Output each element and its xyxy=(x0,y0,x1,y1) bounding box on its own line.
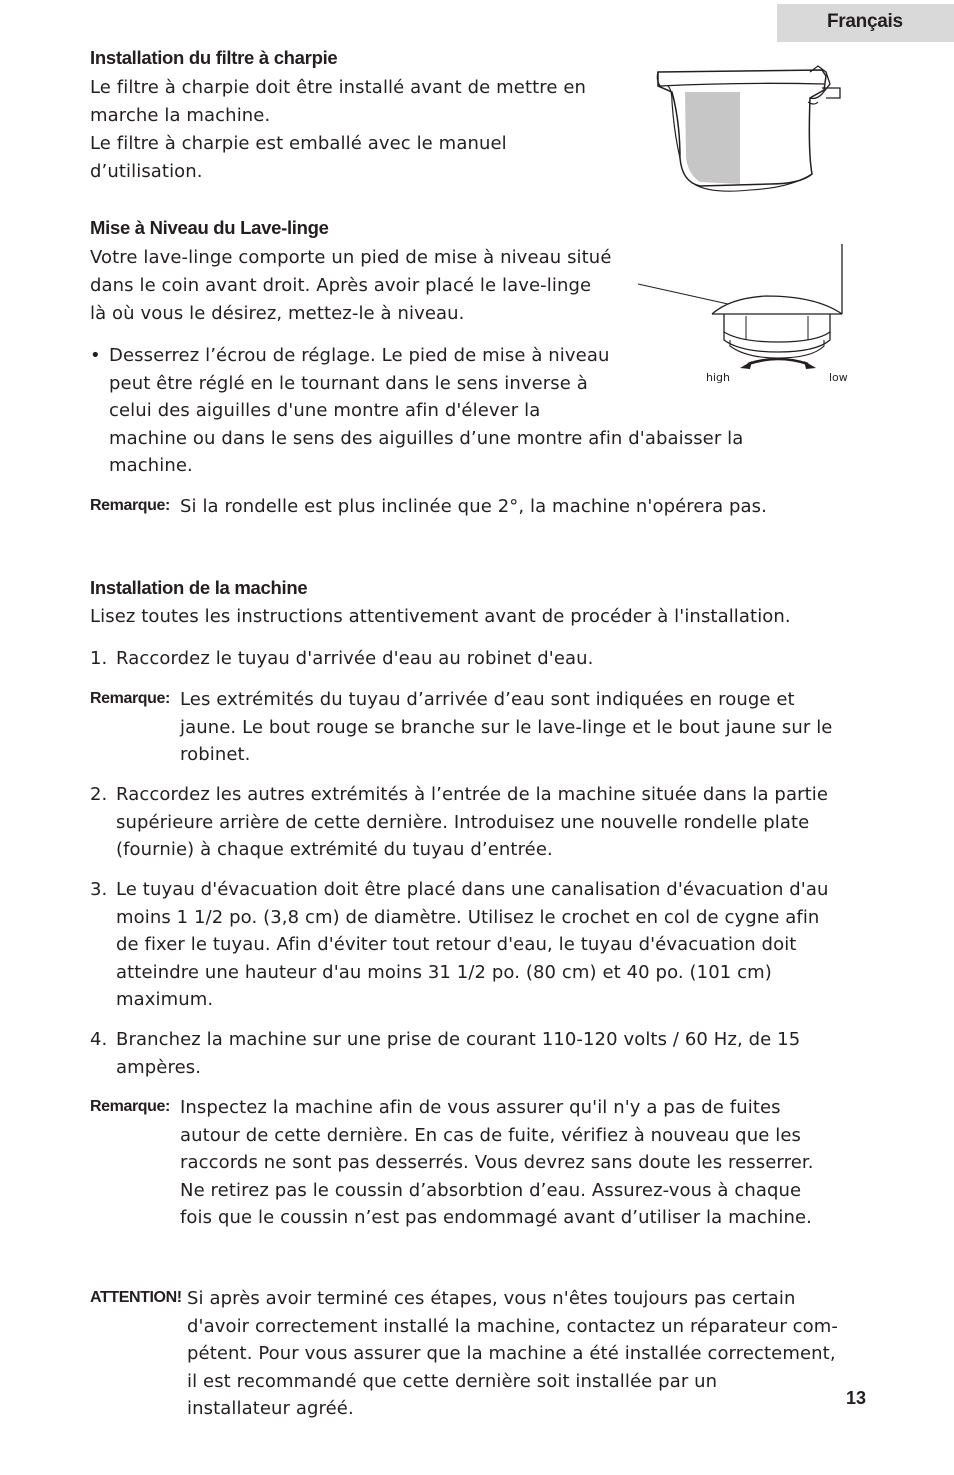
step-1-text xyxy=(116,645,593,673)
text-line: Le filtre à charpie est emballé avec le manuel xyxy=(90,133,507,154)
text-line: marche la machine. xyxy=(90,105,271,126)
text-line: Si après avoir terminé ces étapes, vous n'êtes toujours pas certain xyxy=(187,1288,796,1309)
language-tab xyxy=(777,4,954,42)
text-line: Inspectez la machine afin de vous assurer qu'il n'y a pas de fuites xyxy=(180,1097,781,1118)
text-line: Raccordez le tuyau d'arrivée d'eau au robinet d'eau. xyxy=(116,648,594,669)
text-line: d’utilisation. xyxy=(90,161,203,182)
note-text: Si la rondelle est plus inclinée que 2°, la machine n'opérera pas. xyxy=(180,496,767,517)
text-line: dans le coin avant droit. Après avoir placé le lave-linge xyxy=(90,275,592,296)
text-line: Branchez la machine sur une prise de courant 110-120 volts / 60 Hz, de 15 xyxy=(116,1029,801,1050)
step-number: 3. xyxy=(90,879,108,900)
leveling-foot-illustration xyxy=(636,240,856,390)
text-line: (fournie) à chaque extrémité du tuyau d’entrée. xyxy=(116,839,553,860)
note-label: Remarque: xyxy=(90,497,170,514)
text-line: Votre lave-linge comporte un pied de mise à niveau situé xyxy=(90,247,612,268)
text-line: machine ou dans le sens des aiguilles d’une montre afin d'abaisser la xyxy=(109,427,744,449)
text-line: il est recommandé que cette dernière soit installée par un xyxy=(187,1370,718,1392)
attention-text xyxy=(187,1285,838,1423)
low-label: low xyxy=(829,371,848,384)
step-3-text xyxy=(116,876,829,1014)
text-line: machine. xyxy=(109,455,193,476)
step-number: 2. xyxy=(90,784,108,805)
lint-filter-text xyxy=(90,74,586,186)
text-line: Le filtre à charpie doit être installé avant de mettre en xyxy=(90,77,587,98)
text-line: Le tuyau d'évacuation doit être placé dans une canalisation d'évacuation d'au xyxy=(116,879,829,900)
text-line: installateur agréé. xyxy=(187,1398,354,1419)
text-line: moins 1 1/2 po. (3,8 cm) de diamètre. Utilisez le crochet en col de cygne afin xyxy=(116,906,820,928)
leveling-heading: Mise à Niveau du Lave-linge xyxy=(90,217,329,238)
step-2-text xyxy=(116,781,828,864)
text-line: pétent. Pour vous assurer que la machine a été installée correctement, xyxy=(187,1343,836,1364)
text-line: robinet. xyxy=(180,744,251,765)
bullet-marker: • xyxy=(90,345,101,366)
text-line: celui des aiguilles d'une montre afin d'élever la xyxy=(109,400,541,421)
step-number: 4. xyxy=(90,1029,108,1050)
text-line: Desserrez l’écrou de réglage. Le pied de mise à niveau xyxy=(109,345,610,366)
lint-filter-heading: Installation du filtre à charpie xyxy=(90,47,338,68)
text-line: là où vous le désirez, mettez-le à niveau. xyxy=(90,303,465,324)
text-line: Les extrémités du tuyau d’arrivée d’eau sont indiquées en rouge et xyxy=(180,689,795,710)
note-label: Remarque: xyxy=(90,1098,170,1115)
high-label: high xyxy=(706,371,730,384)
text-line: raccords ne sont pas desserrés. Vous devrez sans doute les resserrer. xyxy=(180,1152,814,1173)
text-line: ampères. xyxy=(116,1056,202,1078)
attention-label: ATTENTION! xyxy=(90,1289,182,1306)
text-line: peut être réglé en le tournant dans le sens inverse à xyxy=(109,372,588,394)
text-line: d'avoir correctement installé la machine, contactez un réparateur com- xyxy=(187,1315,839,1337)
text-line: Ne retirez pas le coussin d’absorbtion d’eau. Assurez-vous à chaque xyxy=(180,1179,802,1201)
language-label: Français xyxy=(827,11,903,32)
note-1-text xyxy=(180,686,832,769)
text-line: atteindre une hauteur d'au moins 31 1/2 po. (80 cm) et 40 po. (101 cm) xyxy=(116,961,772,983)
installation-intro: Lisez toutes les instructions attentivement avant de procéder à l'installation. xyxy=(90,606,791,627)
text-line: supérieure arrière de cette dernière. Introduisez une nouvelle rondelle plate xyxy=(116,811,810,833)
note-label: Remarque: xyxy=(90,690,170,707)
text-line: maximum. xyxy=(116,989,214,1010)
page-number: 13 xyxy=(846,1388,867,1408)
text-line: jaune. Le bout rouge se branche sur le lave-linge et le bout jaune sur le xyxy=(180,716,833,738)
text-line: Raccordez les autres extrémités à l’entrée de la machine située dans la partie xyxy=(116,784,829,805)
installation-heading: Installation de la machine xyxy=(90,577,308,598)
text-line: fois que le coussin n’est pas endommagé avant d’utiliser la machine. xyxy=(180,1207,812,1228)
leveling-text xyxy=(90,244,612,328)
note-2-text xyxy=(180,1094,814,1232)
text-line: de fixer le tuyau. Afin d'éviter tout retour d'eau, le tuyau d'évacuation doit xyxy=(116,934,797,955)
step-number: 1. xyxy=(90,648,108,669)
step-4-text xyxy=(116,1026,800,1081)
lint-filter-illustration xyxy=(650,62,850,200)
text-line: autour de cette dernière. En cas de fuite, vérifiez à nouveau que les xyxy=(180,1124,801,1146)
